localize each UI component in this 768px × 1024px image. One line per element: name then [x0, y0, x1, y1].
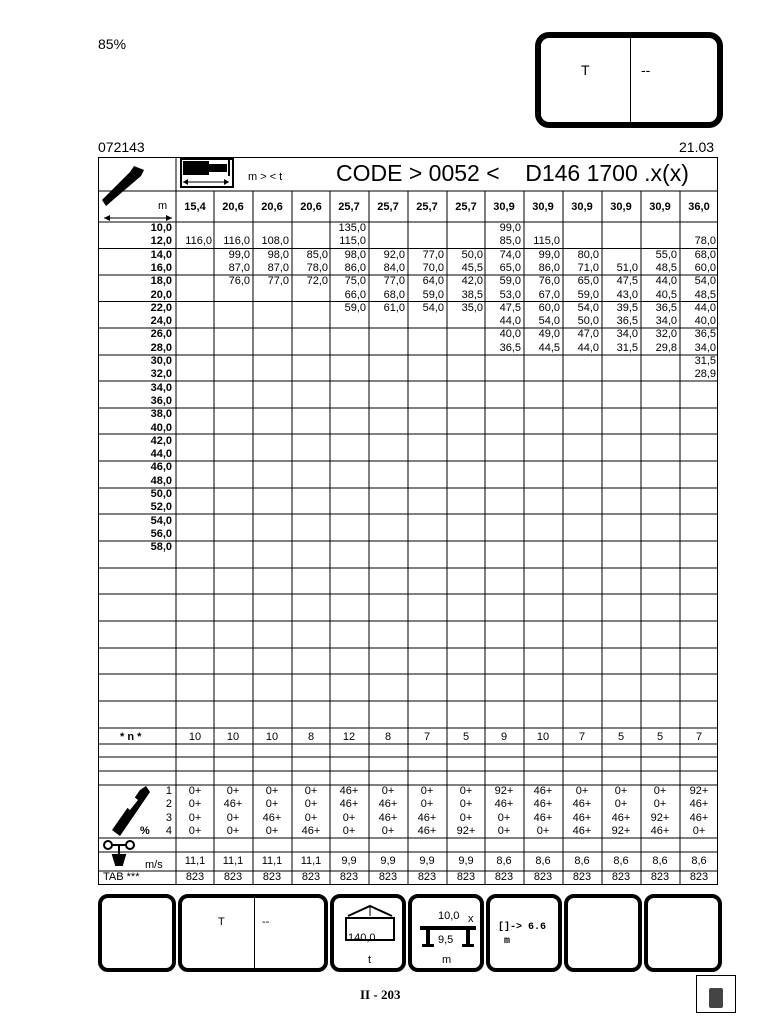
- telescope-value: 0+: [342, 811, 356, 824]
- load-value: 87,0: [267, 261, 289, 274]
- wind-speed-value: 8,6: [613, 855, 629, 867]
- top-status-right: --: [641, 62, 651, 78]
- falls-value: 5: [617, 731, 625, 743]
- telescope-value: 46+: [689, 811, 709, 824]
- boom-length-header: 30,9: [571, 201, 593, 213]
- load-value: 61,0: [383, 301, 405, 314]
- outrigger-box: [408, 894, 484, 972]
- load-value: 98,0: [344, 248, 366, 261]
- radius-label: 16,0: [150, 261, 172, 274]
- telescope-value: 0+: [226, 785, 240, 797]
- load-value: 29,8: [655, 341, 677, 354]
- boom-length-header: 20,6: [222, 201, 244, 213]
- load-value: 40,0: [694, 315, 716, 328]
- telescope-value: 0+: [497, 811, 511, 824]
- load-value: 48,5: [694, 288, 716, 301]
- load-value: 44,0: [499, 315, 521, 328]
- load-value: 43,0: [616, 288, 638, 301]
- telescope-value: 0+: [575, 785, 589, 797]
- telescope-value: 46+: [339, 785, 359, 797]
- load-value: 78,0: [694, 235, 716, 248]
- tab-value: 823: [650, 871, 670, 883]
- counterweight-unit: t: [368, 954, 372, 966]
- telescope-value: 0+: [188, 824, 202, 837]
- radius-label: 30,0: [150, 355, 172, 367]
- counterweight-value: 140,0: [348, 932, 376, 944]
- meter-label: m: [158, 200, 168, 212]
- wind-speed-value: 8,6: [652, 855, 668, 867]
- telescope-section-label: 4: [165, 824, 172, 837]
- telescope-value: 46+: [417, 824, 437, 837]
- load-value: 47,5: [616, 275, 638, 288]
- falls-value: 9: [500, 731, 508, 743]
- load-value: 68,0: [694, 248, 716, 261]
- falls-value: 8: [307, 731, 315, 743]
- wind-speed-value: 8,6: [496, 855, 512, 867]
- telescope-value: 0+: [226, 824, 240, 837]
- falls-value: 12: [342, 731, 356, 743]
- radius-label: 26,0: [150, 328, 172, 341]
- telescope-value: 0+: [497, 824, 511, 837]
- load-value: 36,5: [655, 301, 677, 314]
- load-value: 59,0: [499, 275, 521, 288]
- radius-label: 44,0: [150, 448, 172, 461]
- telescope-value: 0+: [459, 811, 473, 824]
- boom-length-header: 25,7: [455, 201, 477, 213]
- falls-value: 10: [265, 731, 279, 743]
- tab-value: 823: [494, 871, 514, 883]
- telescope-value: 46+: [650, 824, 670, 837]
- load-value: 71,0: [577, 261, 599, 274]
- percent-label: 85%: [98, 36, 127, 52]
- load-value: 44,0: [577, 341, 599, 354]
- load-value: 99,0: [499, 222, 521, 234]
- load-value: 50,0: [461, 248, 483, 261]
- load-value: 34,0: [694, 341, 716, 354]
- load-value: 28,9: [694, 368, 716, 381]
- tab-value: 823: [456, 871, 476, 883]
- radius-label: 28,0: [150, 341, 172, 354]
- tab-value: 823: [611, 871, 631, 883]
- load-value: 135,0: [338, 222, 366, 234]
- tab-value: 823: [572, 871, 592, 883]
- load-value: 116,0: [185, 235, 212, 248]
- counterweight-box: [330, 894, 406, 972]
- falls-value: 10: [226, 731, 240, 743]
- telescope-value: 0+: [188, 785, 202, 797]
- boom-length-header: 30,9: [532, 201, 554, 213]
- wind-speed-value: 11,1: [261, 855, 283, 867]
- telescope-value: 46+: [339, 798, 359, 811]
- load-value: 75,0: [344, 275, 366, 288]
- telescope-value: 0+: [265, 798, 279, 811]
- telescope-value: 46+: [378, 798, 398, 811]
- telescope-value: 0+: [459, 798, 473, 811]
- telescope-value: 0+: [265, 785, 279, 797]
- telescope-value: 0+: [304, 811, 318, 824]
- telescope-value: 46+: [223, 798, 243, 811]
- telescope-value: 92+: [611, 824, 631, 837]
- outrigger-unit: m: [442, 954, 452, 966]
- bottom-t-box: [178, 894, 328, 972]
- boom-length-icon: [181, 159, 233, 187]
- outrigger-x: x: [468, 913, 474, 925]
- date-code: 21.03: [679, 139, 715, 155]
- wind-speed-value: 8,6: [691, 855, 707, 867]
- telescope-value: 46+: [378, 811, 398, 824]
- load-value: 76,0: [538, 275, 560, 288]
- load-value: 40,0: [499, 328, 521, 341]
- load-value: 36,5: [694, 328, 716, 341]
- load-value: 108,0: [261, 235, 289, 248]
- code-box: [486, 894, 562, 972]
- telescope-value: 46+: [262, 811, 282, 824]
- wind-speed-value: 11,1: [184, 855, 206, 867]
- radius-label: 40,0: [150, 421, 172, 434]
- load-value: 65,0: [499, 261, 521, 274]
- load-value: 32,0: [655, 328, 677, 341]
- telescope-section-label: 1: [165, 785, 172, 797]
- telescope-value: 46+: [417, 811, 437, 824]
- boom-length-header: 20,6: [300, 201, 322, 213]
- page-number: II - 203: [360, 987, 401, 1002]
- wind-unit: m/s: [145, 859, 163, 871]
- boom-length-header: 15,4: [184, 201, 206, 213]
- wind-speed-value: 9,9: [419, 855, 435, 867]
- load-value: 40,5: [655, 288, 677, 301]
- load-value: 54,0: [538, 315, 560, 328]
- telescope-value: 0+: [420, 798, 434, 811]
- telescope-value: 0+: [536, 824, 550, 837]
- wind-speed-value: 9,9: [341, 855, 357, 867]
- bottom-empty-box-3: [644, 894, 722, 972]
- telescope-value: 46+: [611, 811, 631, 824]
- load-value: 49,0: [538, 328, 560, 341]
- wind-speed-value: 8,6: [535, 855, 551, 867]
- load-value: 66,0: [344, 288, 366, 301]
- telescope-value: 0+: [304, 785, 318, 797]
- falls-label: * n *: [120, 731, 142, 743]
- load-value: 36,5: [499, 341, 521, 354]
- percent-symbol: %: [140, 825, 150, 837]
- load-value: 78,0: [306, 261, 328, 274]
- wind-speed-value: 11,1: [300, 855, 322, 867]
- load-value: 54,0: [694, 275, 716, 288]
- radius-label: 46,0: [150, 461, 172, 474]
- telescope-value: 0+: [692, 824, 706, 837]
- load-value: 47,0: [577, 328, 599, 341]
- load-value: 116,0: [223, 235, 250, 248]
- tab-value: 823: [339, 871, 359, 883]
- load-value: 48,5: [655, 261, 677, 274]
- radius-label: 14,0: [150, 248, 172, 261]
- tab-value: 823: [223, 871, 243, 883]
- telescope-value: 92+: [456, 824, 476, 837]
- falls-value: 7: [578, 731, 586, 743]
- tab-value: 823: [185, 871, 205, 883]
- radius-label: 24,0: [150, 315, 172, 328]
- load-value: 64,0: [422, 275, 444, 288]
- load-value: 77,0: [422, 248, 444, 261]
- m-t-label: m > < t: [248, 171, 283, 183]
- radius-label: 58,0: [150, 541, 172, 554]
- load-value: 42,0: [461, 275, 483, 288]
- bottom-t-right: --: [262, 916, 270, 928]
- radius-label: 10,0: [150, 222, 172, 234]
- telescope-value: 46+: [533, 811, 553, 824]
- load-value: 53,0: [499, 288, 521, 301]
- telescope-section-label: 3: [165, 811, 172, 824]
- load-value: 54,0: [577, 301, 599, 314]
- load-value: 98,0: [267, 248, 289, 261]
- document-number: 072143: [98, 139, 145, 155]
- telescope-value: 92+: [689, 785, 709, 797]
- code-line: []-> 6.6: [498, 922, 547, 933]
- telescope-value: 92+: [650, 811, 670, 824]
- load-value: 36,5: [616, 315, 638, 328]
- load-value: 55,0: [655, 248, 677, 261]
- telescope-value: 0+: [226, 811, 240, 824]
- tab-value: 823: [689, 871, 709, 883]
- falls-value: 10: [536, 731, 550, 743]
- page-corner-icon[interactable]: [696, 975, 736, 1013]
- radius-label: 56,0: [150, 527, 172, 540]
- load-value: 54,0: [422, 301, 444, 314]
- telescope-value: 46+: [572, 798, 592, 811]
- load-value: 115,0: [533, 235, 560, 248]
- load-value: 74,0: [499, 248, 521, 261]
- bottom-empty-box-1: [98, 894, 176, 972]
- telescope-value: 0+: [381, 824, 395, 837]
- telescope-value: 46+: [572, 811, 592, 824]
- telescope-value: 0+: [188, 798, 202, 811]
- load-value: 35,0: [461, 301, 483, 314]
- wind-speed-value: 9,9: [380, 855, 396, 867]
- falls-value: 10: [188, 731, 202, 743]
- load-value: 80,0: [577, 248, 599, 261]
- load-value: 44,0: [655, 275, 677, 288]
- radius-label: 48,0: [150, 474, 172, 487]
- load-value: 51,0: [616, 261, 638, 274]
- load-value: 68,0: [383, 288, 405, 301]
- load-value: 47,5: [499, 301, 521, 314]
- telescope-value: 0+: [614, 785, 628, 797]
- load-value: 44,5: [538, 341, 560, 354]
- load-value: 39,5: [616, 301, 638, 314]
- wind-speed-value: 11,1: [222, 855, 244, 867]
- boom-length-header: 20,6: [261, 201, 283, 213]
- load-value: 99,0: [538, 248, 560, 261]
- telescope-section-label: 2: [165, 798, 172, 811]
- radius-label: 12,0: [150, 235, 172, 248]
- tab-value: 823: [262, 871, 282, 883]
- radius-label: 32,0: [150, 368, 172, 381]
- telescope-value: 46+: [301, 824, 321, 837]
- top-status-left: T: [581, 62, 590, 78]
- load-value: 70,0: [422, 261, 444, 274]
- radius-label: 36,0: [150, 394, 172, 407]
- load-value: 77,0: [383, 275, 405, 288]
- load-value: 60,0: [694, 261, 716, 274]
- load-value: 76,0: [228, 275, 250, 288]
- tab-value: 823: [417, 871, 437, 883]
- telescope-value: 0+: [420, 785, 434, 797]
- falls-value: 5: [462, 731, 470, 743]
- tab-label: TAB ***: [103, 871, 140, 883]
- telescope-value: 92+: [494, 785, 514, 797]
- load-value: 65,0: [577, 275, 599, 288]
- falls-value: 7: [695, 731, 703, 743]
- load-value: 50,0: [577, 315, 599, 328]
- telescope-value: 0+: [304, 798, 318, 811]
- radius-label: 50,0: [150, 488, 172, 500]
- falls-value: 8: [384, 731, 392, 743]
- outrigger-top-value: 10,0: [438, 910, 460, 922]
- telescope-value: 46+: [689, 798, 709, 811]
- load-value: 85,0: [306, 248, 328, 261]
- load-value: 67,0: [538, 288, 560, 301]
- telescope-value: 46+: [533, 785, 553, 797]
- load-value: 59,0: [422, 288, 444, 301]
- boom-length-header: 30,9: [610, 201, 632, 213]
- anemometer-icon: [104, 841, 134, 865]
- radius-label: 52,0: [150, 501, 172, 514]
- radius-label: 54,0: [150, 514, 172, 527]
- boom-length-header: 25,7: [338, 201, 360, 213]
- load-value: 59,0: [577, 288, 599, 301]
- load-value: 115,0: [339, 235, 366, 248]
- telescope-value: 46+: [572, 824, 592, 837]
- bottom-t-left: T: [218, 916, 225, 928]
- load-value: 34,0: [616, 328, 638, 341]
- tab-value: 823: [533, 871, 553, 883]
- load-value: 72,0: [306, 275, 328, 288]
- load-value: 34,0: [655, 315, 677, 328]
- boom-length-header: 25,7: [377, 201, 399, 213]
- outrigger-bottom-value: 9,5: [438, 934, 454, 946]
- telescope-value: 0+: [614, 798, 628, 811]
- load-value: 77,0: [267, 275, 289, 288]
- telescope-value: 0+: [653, 785, 667, 797]
- load-value: 86,0: [344, 261, 366, 274]
- crane-boom-icon: [102, 166, 172, 221]
- boom-length-header: 36,0: [688, 201, 710, 213]
- radius-label: 22,0: [150, 301, 172, 314]
- boom-length-header: 30,9: [649, 201, 671, 213]
- radius-label: 34,0: [150, 381, 172, 394]
- radius-label: 18,0: [150, 275, 172, 288]
- bottom-empty-box-2: [564, 894, 642, 972]
- telescope-value: 46+: [494, 798, 514, 811]
- telescope-value: 0+: [265, 824, 279, 837]
- load-value: 59,0: [344, 301, 366, 314]
- falls-value: 7: [423, 731, 431, 743]
- load-value: 31,5: [694, 355, 716, 367]
- telescope-value: 0+: [342, 824, 356, 837]
- telescope-value: 46+: [533, 798, 553, 811]
- load-value: 85,0: [499, 235, 521, 248]
- boom-length-header: 25,7: [416, 201, 438, 213]
- load-value: 99,0: [228, 248, 250, 261]
- telescope-value: 0+: [653, 798, 667, 811]
- boom-length-header: 30,9: [493, 201, 515, 213]
- telescope-value: 0+: [459, 785, 473, 797]
- load-value: 84,0: [383, 261, 405, 274]
- load-value: 45,5: [461, 261, 483, 274]
- radius-label: 38,0: [150, 408, 172, 421]
- load-value: 60,0: [538, 301, 560, 314]
- load-value: 92,0: [383, 248, 405, 261]
- radius-label: 20,0: [150, 288, 172, 301]
- telescope-value: 0+: [381, 785, 395, 797]
- tab-value: 823: [378, 871, 398, 883]
- code-unit: m: [504, 936, 511, 947]
- chart-code-title: CODE > 0052 < D146 1700 .x(x): [336, 160, 689, 186]
- tab-value: 823: [301, 871, 321, 883]
- falls-value: 5: [656, 731, 664, 743]
- radius-label: 42,0: [150, 434, 172, 447]
- wind-speed-value: 8,6: [574, 855, 590, 867]
- wind-speed-value: 9,9: [458, 855, 474, 867]
- load-value: 87,0: [228, 261, 250, 274]
- load-value: 86,0: [538, 261, 560, 274]
- load-value: 44,0: [694, 301, 716, 314]
- load-value: 38,5: [461, 288, 483, 301]
- load-value: 31,5: [616, 341, 638, 354]
- telescope-value: 0+: [188, 811, 202, 824]
